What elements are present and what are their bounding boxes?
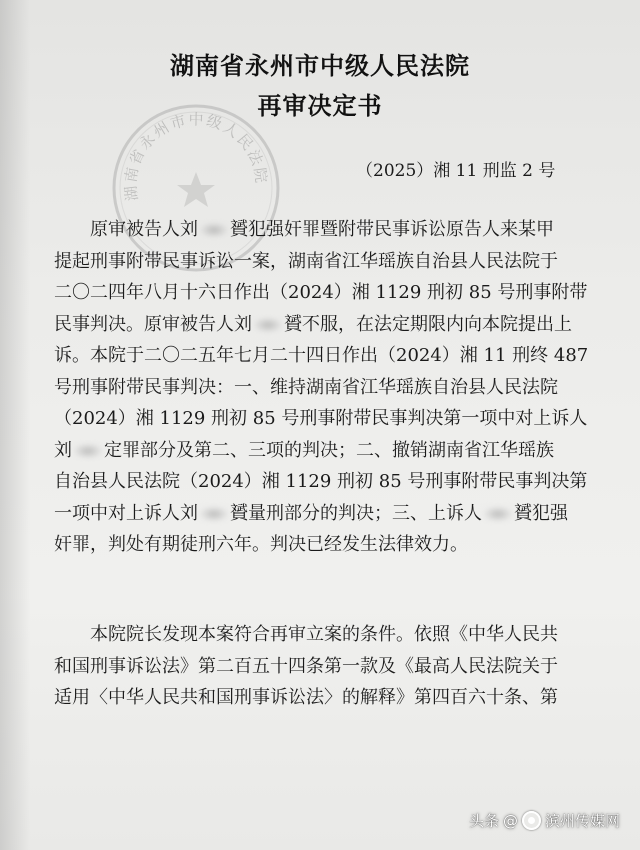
- watermark: [469, 810, 620, 831]
- text-segment: 一项中对上诉人刘: [54, 502, 198, 524]
- paragraph-line: [54, 435, 622, 467]
- paragraph-line: 和国刑事诉讼法》第二百五十四条第一款及《最高人民法院关于: [54, 655, 558, 677]
- case-number: （2025）湘 11 刑监 2 号: [356, 161, 556, 181]
- paragraph-line: [54, 403, 622, 435]
- paragraph-line: [54, 277, 622, 309]
- text-segment: 贇不服，在法定期限内向本院提出上: [284, 313, 572, 335]
- text-segment: 号刑事附带民事判决：一、维持湖南省江华瑶族自治县人民法院: [54, 376, 558, 398]
- paragraph-line: [54, 498, 622, 530]
- text-segment: 原审被告人刘: [90, 219, 198, 240]
- text-segment: 贇量刑部分的判决；三、上诉人: [230, 502, 482, 524]
- text-segment: 二〇二四年八月十六日作出（2024）湘 1129 刑初 85 号刑事附带: [54, 282, 588, 303]
- text-segment: 奸罪，判处有期徒刑六年。判决已经发生法律效力。: [54, 534, 468, 555]
- paragraph-line: 本院院长发现本案符合再审立案的条件。依照《中华人民共: [90, 624, 558, 645]
- paragraph-line: [54, 309, 622, 341]
- watermark-account: 滨州传媒网: [544, 812, 620, 830]
- paragraph-line: [54, 246, 622, 278]
- redaction-blur: [199, 222, 229, 238]
- paragraph-decision: [54, 619, 622, 714]
- paragraph-background: [54, 214, 622, 561]
- paragraph-line: [54, 529, 622, 561]
- text-segment: 提起刑事附带民事诉讼一案，湖南省江华瑶族自治县人民法院于: [54, 250, 558, 272]
- redaction-blur: [199, 506, 229, 522]
- text-segment: 刘: [54, 439, 72, 461]
- redaction-blur: [73, 443, 103, 459]
- redaction-blur: [483, 506, 513, 522]
- text-segment: （2024）湘 1129 刑初 85 号刑事附带民事判决第一项中对上诉人: [54, 408, 588, 429]
- text-segment: 定罪部分及第二、三项的判决；二、撤销湖南省江华瑶族: [104, 439, 554, 461]
- paragraph-line: [54, 340, 622, 372]
- court-name-title: 湖南省永州市中级人民法院: [170, 52, 470, 80]
- seal-text: 湖南省永州市中级人民法院: [121, 110, 271, 202]
- toutiao-logo-icon: [522, 811, 541, 830]
- text-segment: 自治县人民法院（2024）湘 1129 刑初 85 号刑事附带民事判决第: [54, 471, 588, 492]
- text-segment: 民事判决。原审被告人刘: [54, 313, 252, 335]
- page-shadow: [0, 0, 30, 850]
- watermark-prefix: 头条: [468, 812, 499, 830]
- text-segment: 诉。本院于二〇二五年七月二十四日作出（2024）湘 11 刑终 487: [54, 345, 589, 366]
- paragraph-line: [54, 372, 622, 404]
- text-segment: 贇犯强: [514, 502, 568, 524]
- paragraph-line: 适用〈中华人民共和国刑事诉讼法〉的解释》第四百六十条、第: [54, 687, 558, 708]
- redaction-blur: [253, 317, 283, 333]
- paragraph-line: [54, 466, 622, 498]
- text-segment: 贇犯强奸罪暨附带民事诉讼原告人来某甲: [230, 219, 554, 240]
- paragraph-line: [54, 214, 622, 246]
- watermark-at: @: [502, 811, 518, 830]
- document-type-title: 再审决定书: [257, 92, 383, 120]
